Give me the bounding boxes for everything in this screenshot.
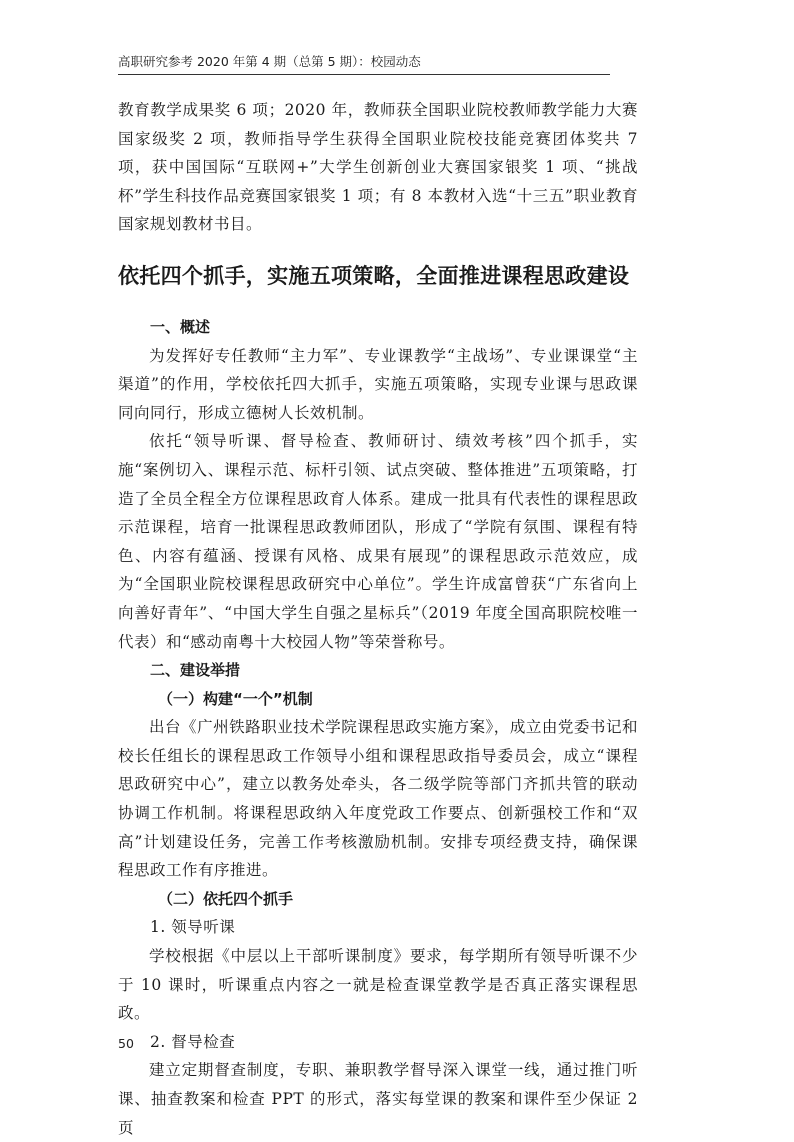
page-number: 50 <box>118 1036 134 1051</box>
item-label-leader-lectures: 1. 领导听课 <box>150 918 236 937</box>
supervision-paragraph: 建立定期督查制度，专职、兼职教学督导深入课堂一线，通过推门听课、抽查教案和检查 PPT 的形式，落实每堂课的教案和课件至少保证 2 页 <box>118 1061 638 1137</box>
page-content <box>118 96 638 1142</box>
subsection-heading-four-levers: （二）依托四个抓手 <box>158 889 294 908</box>
subsection-heading-mechanism: （一）构建“一个”机制 <box>158 689 313 708</box>
section-heading-overview: 一、概述 <box>150 317 211 336</box>
overview-paragraph-2: 依托“领导听课、督导检查、教师研讨、绩效考核”四个抓手，实施“案例切入、课程示范、标杆引领、试点突破、整体推进”五项策略，打造了全员全程全方位课程思政育人体系。建成一批具有代表性的课程思政示范课程，培育一批课程思政教师团队，形成了“学院有氛围、课程有特色、内容有蕴涵、授课有风格、成果有展现”的课程思政示范效应，成为“全国职业院校课程思政研究中心单位”。学生许成富曾获“广东省向上向善好青年”、“中国大学生自强之星标兵”（2019 年度全国高职院校唯一代表）和“感动南粤十大校园人物”等荣誉称号。 <box>118 432 638 651</box>
section-heading-measures: 二、建设举措 <box>150 661 241 680</box>
intro-paragraph: 教育教学成果奖 6 项；2020 年，教师获全国职业院校教师教学能力大赛国家级奖 2 项，教师指导学生获得全国职业院校技能竞赛团体奖共 7 项，获中国国际“互联网+”大学生创新创业大赛国家银奖 1 项、“挑战杯”学生科技作品竞赛国家银奖 1 项；有 8 本教材入选“十三五”职业教育国家规划教材书目。 <box>118 101 638 234</box>
overview-paragraph-1: 为发挥好专任教师“主力军”、专业课教学“主战场”、专业课课堂“主渠道”的作用，学校依托四大抓手，实施五项策略，实现专业课与思政课同向同行，形成立德树人长效机制。 <box>118 346 638 422</box>
item-label-supervision: 2. 督导检查 <box>150 1032 236 1051</box>
running-header: 高职研究参考 2020 年第 4 期（总第 5 期）：校园动态 <box>118 52 610 75</box>
article-title: 依托四个抓手，实施五项策略，全面推进课程思政建设 <box>118 263 630 288</box>
leader-lectures-paragraph: 学校根据《中层以上干部听课制度》要求，每学期所有领导听课不少于 10 课时，听课重点内容之一就是检查课堂教学是否真正落实课程思政。 <box>118 947 638 1023</box>
mechanism-paragraph: 出台《广州铁路职业技术学院课程思政实施方案》，成立由党委书记和校长任组长的课程思政工作领导小组和课程思政指导委员会，成立“课程思政研究中心”，建立以教务处牵头，各二级学院等部门齐抓共管的联动协调工作机制。将课程思政纳入年度党政工作要点、创新强校工作和“双高”计划建设任务，完善工作考核激励机制。安排专项经费支持，确保课程思政工作有序推进。 <box>118 718 638 880</box>
